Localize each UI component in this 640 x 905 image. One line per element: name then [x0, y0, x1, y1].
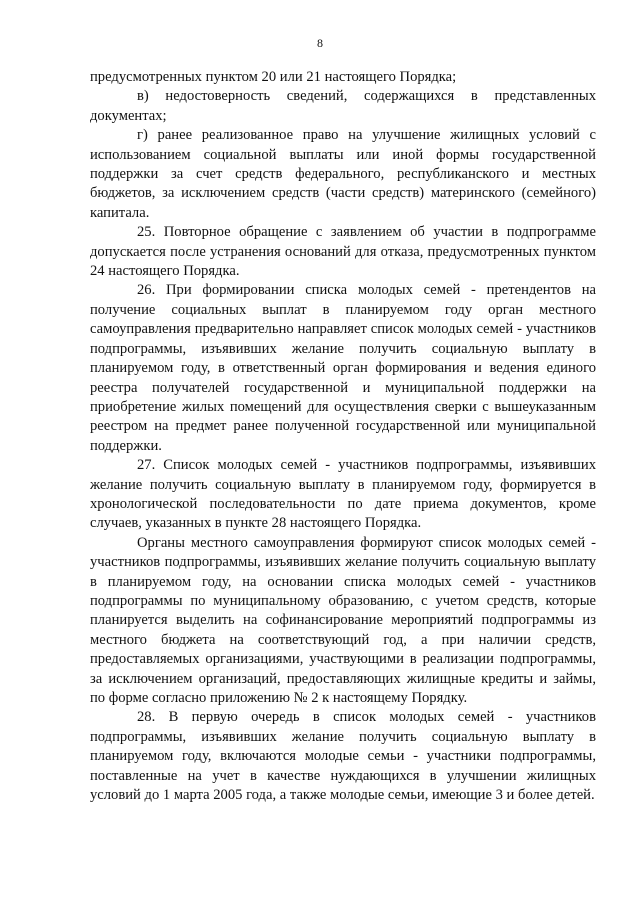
document-body: [90, 68, 596, 805]
paragraph-item-v: в) недостоверность сведений, содержащихся в представленных документах;: [90, 88, 596, 124]
paragraph-item-g: г) ранее реализованное право на улучшение жилищных условий с использованием социальной выплаты или иной формы государственной поддержки за счет средств федерального, республиканского и местных бюджетов, за исключением средств (части средств) материнского (семейного) капитала.: [90, 127, 596, 221]
paragraph-26: 26. При формировании списка молодых семей - претендентов на получение социальных выплат в планируемом году орган местного самоуправления предварительно направляет список молодых семей - участников подпрограммы, изъявивших желание получить социальную выплату в планируемом году, в ответственный орган формирования и ведения единого реестра получателей государственной и муниципальной поддержки на приобретение жилых помещений для осуществления сверки с вышеуказанным реестром на предмет ранее полученной государственной или муниципальной поддержки.: [90, 282, 596, 454]
paragraph-continuation: предусмотренных пунктом 20 или 21 настоящего Порядка;: [90, 69, 457, 85]
paragraph-25: 25. Повторное обращение с заявлением об участии в подпрограмме допускается после устранения оснований для отказа, предусмотренных пунктом 24 настоящего Порядка.: [90, 224, 596, 280]
paragraph-27: 27. Список молодых семей - участников подпрограммы, изъявивших желание получить социальную выплату в планируемом году, формируется в хронологической последовательности по дате приема документов, кроме случаев, указанных в пункте 28 настоящего Порядка.: [90, 457, 596, 532]
paragraph-28: 28. В первую очередь в список молодых семей - участников подпрограммы, изъявивших желание получить социальную выплату в планируемом году, включаются молодые семьи - участники подпрограммы, поставленные на учет в качестве нуждающихся в улучшении жилищных условий до 1 марта 2005 года, а также молодые семьи, имеющие 3 и более детей.: [90, 709, 596, 804]
page-number: 8: [317, 36, 323, 50]
paragraph-27-continued: Органы местного самоуправления формируют список молодых семей - участников подпрограммы, изъявивших желание получить социальную выплату в планируемом году, на основании списка молодых семей - участников подпрограммы по муниципальному образованию, с учетом средств, которые планируется выделить на софинансирование мероприятий подпрограммы из местного бюджета на соответствующий год, а при наличии средств, предоставляемых организациями, участвующими в реализации подпрограммы, за исключением организаций, предоставляющих жилищные кредиты и займы, по форме согласно приложению № 2 к настоящему Порядку.: [90, 534, 596, 706]
